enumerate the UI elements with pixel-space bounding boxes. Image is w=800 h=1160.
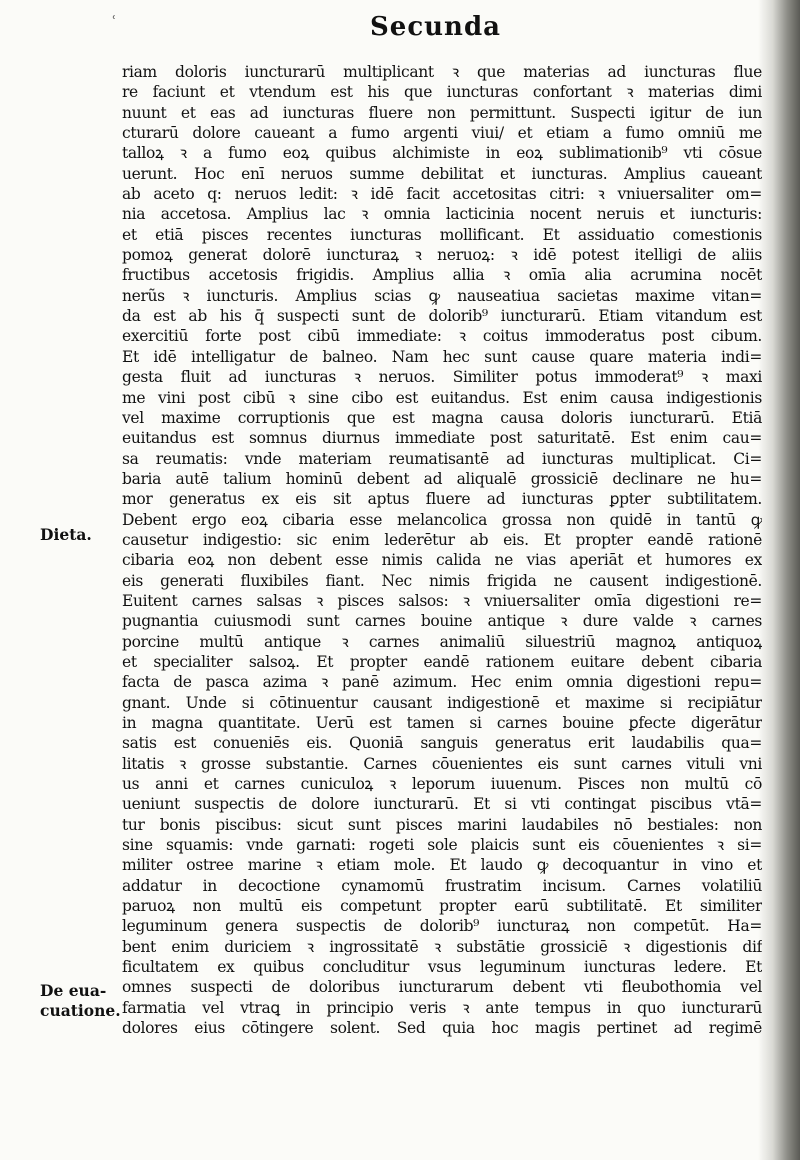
page-edge-shadow (758, 0, 800, 1160)
text-line: us anni et carnes cuniculoꝝ ꝛ leporum iuuenum. Pisces non multū cō (122, 775, 762, 794)
text-line: gesta fluit ad iuncturas ꝛ neruos. Similiter potus immoderat⁹ ꝛ maxi (122, 368, 762, 387)
text-line: addatur in decoctione cynamomū frustratim incisum. Carnes volatiliū (122, 876, 762, 895)
margin-note-de-evacuatione-1: De eua- (40, 981, 107, 1000)
running-head: Secunda (370, 12, 501, 42)
text-line: uerunt. Hoc enī neruos summe debilitat et iuncturas. Amplius caueant (122, 164, 762, 183)
text-line: facta de pasca azima ꝛ panē azimum. Hec enim omnia digestioni repu= (122, 673, 762, 692)
text-line: fructibus accetosis frigidis. Amplius allia ꝛ omīa alia acrumina nocēt (122, 266, 762, 285)
text-line: et etiā pisces recentes iuncturas mollificant. Et assiduatio comestionis (122, 225, 762, 244)
text-line: Euitent carnes salsas ꝛ pisces salsos: ꝛ vniuersaliter omīa digestioni re= (122, 591, 762, 610)
text-line: satis est conueniēs eis. Quoniā sanguis generatus erit laudabilis qua= (122, 734, 762, 753)
text-line: Et idē intelligatur de balneo. Nam hec sunt cause quare materia indi= (122, 347, 762, 366)
text-line: pomoꝝ generat dolorē iuncturaꝝ ꝛ neruoꝝ: ꝛ idē potest itelligi de aliis (122, 246, 762, 265)
text-line: me vini post cibū ꝛ sine cibo est euitandus. Est enim causa indigestionis (122, 388, 762, 407)
text-line: bent enim duriciem ꝛ ingrossitatē ꝛ substātie grossiciē ꝛ digestionis dif (122, 937, 762, 956)
text-line: nia accetosa. Amplius lac ꝛ omnia lacticinia nocent neruis et iuncturis: (122, 205, 762, 224)
text-line: talloꝝ ꝛ a fumo eoꝝ quibus alchimiste in eoꝝ sublimationib⁹ vti cōsue (122, 144, 762, 163)
text-line: porcine multū antique ꝛ carnes animaliū siluestriū magnoꝝ antiquoꝝ (122, 632, 762, 651)
text-line: Debent ergo eoꝝ cibaria esse melancolica grossa non quidē in tantū ꝙ (122, 510, 762, 529)
text-line: omnes suspecti de doloribus iuncturarum debent vti fleubothomia vel (122, 978, 762, 997)
text-line: nerũs ꝛ iuncturis. Amplius scias ꝙ nauseatiua sacietas maxime vitan= (122, 286, 762, 305)
text-line: da est ab his q̄ suspecti sunt de dolorib⁹ iuncturarū. Etiam vitandum est (122, 307, 762, 326)
text-line: riam doloris iuncturarū multiplicant ꝛ que materias ad iuncturas flue (122, 63, 762, 81)
text-line: dolores eius cōtingere solent. Sed quia hoc magis pertinet ad regimē (122, 1019, 762, 1038)
text-line: farmatia vel vtraꝗ in principio veris ꝛ ante tempus in quo iuncturarū (122, 998, 762, 1017)
text-line: re faciunt et vtendum est his que iuncturas confortant ꝛ materias dimi (122, 83, 762, 102)
text-line: ficultatem ex quibus concluditur vsus leguminum iuncturas ledere. Et (122, 958, 762, 977)
header-mark: ʿ (112, 14, 117, 30)
text-line: cibaria eoꝝ non debent esse nimis calida ne vias aperiāt et humores ex (122, 551, 762, 570)
text-line: vel maxime corruptionis que est magna causa doloris iuncturarū. Etiā (122, 408, 762, 427)
text-line: cturarū dolore caueant a fumo argenti viui/ et etiam a fumo omniū me (122, 124, 762, 143)
text-line: sine squamis: vnde garnati: rogeti sole plaicis sunt eis cōuenientes ꝛ si= (122, 836, 762, 855)
text-line: litatis ꝛ grosse substantie. Carnes cōuenientes eis sunt carnes vituli vni (122, 754, 762, 773)
text-line: ab aceto q: neruos ledit: ꝛ idē facit accetositas citri: ꝛ vniuersaliter om= (122, 185, 762, 204)
body-text (122, 62, 762, 1039)
text-line: mor generatus ex eis sit aptus fluere ad iuncturas ꝑpter subtilitatem. (122, 490, 762, 509)
text-line: ueniunt suspectis de dolore iuncturarū. Et si vti contingat piscibus vtā= (122, 795, 762, 814)
text-line: baria autē talium hominū debent ad aliqualē grossiciē declinare ne hu= (122, 469, 762, 488)
text-line: et specialiter salsoꝝ. Et propter eandē rationem euitare debent cibaria (122, 652, 762, 671)
text-line: exercitiū forte post cibū immediate: ꝛ coitus immoderatus post cibum. (122, 327, 762, 346)
margin-note-de-evacuatione-2: cuatione. (40, 1001, 121, 1020)
text-line: paruoꝝ non multū eis competunt propter earū subtilitatē. Et similiter (122, 897, 762, 916)
text-line: leguminum genera suspectis de dolorib⁹ iuncturaꝝ non competūt. Ha= (122, 917, 762, 936)
text-line: sa reumatis: vnde materiam reumatisantē ad iuncturas multiplicat. Ci= (122, 449, 762, 468)
text-line: tur bonis piscibus: sicut sunt pisces marini laudabiles nō bestiales: non (122, 815, 762, 834)
text-line: causetur indigestio: sic enim lederētur ab eis. Et propter eandē rationē (122, 530, 762, 549)
text-line: eis generati fluxibiles fiant. Nec nimis frigida ne causent indigestionē. (122, 571, 762, 590)
margin-note-dieta: Dieta. (40, 525, 92, 544)
text-line: gnant. Unde si cōtinuentur causant indigestionē et maxime si recipiātur (122, 693, 762, 712)
text-line: in magna quantitate. Uerū est tamen si carnes bouine ꝑfecte digerātur (122, 714, 762, 732)
text-line: pugnantia cuiusmodi sunt carnes bouine antique ꝛ dure valde ꝛ carnes (122, 612, 762, 631)
text-line: nuunt et eas ad iuncturas fluere non permittunt. Suspecti igitur de iun (122, 103, 762, 122)
text-line: militer ostree marine ꝛ etiam mole. Et laudo ꝙ decoquantur in vino et (122, 856, 762, 875)
text-line: euitandus est somnus diurnus immediate post saturitatē. Est enim cau= (122, 429, 762, 448)
